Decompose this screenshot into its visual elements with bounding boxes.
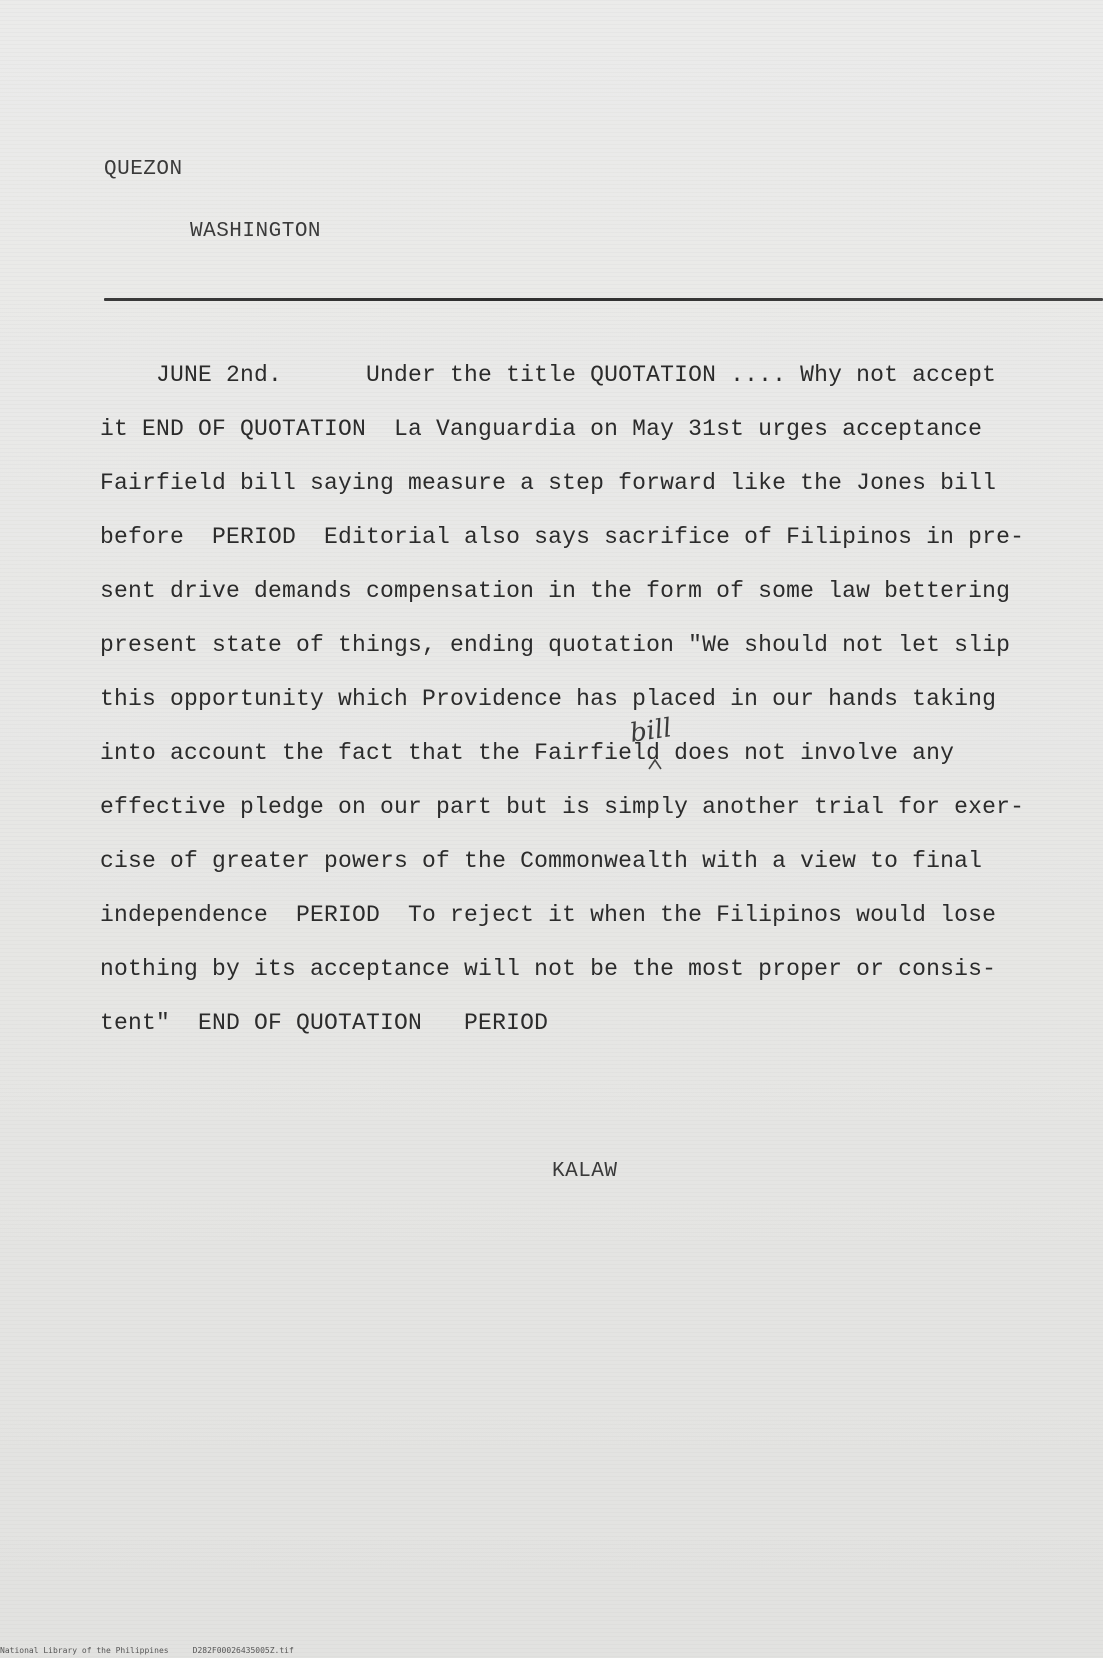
addressee: QUEZON [104,158,183,181]
body-line: before PERIOD Editorial also says sacrifice of Filipinos in pre- [100,524,1025,550]
body-line: it END OF QUOTATION La Vanguardia on May 31st urges acceptance [100,416,983,442]
body-line: cise of greater powers of the Commonwealth with a view to final [100,848,983,874]
body-line: this opportunity which Providence has placed in our hands taking [100,686,997,712]
body-line: present state of things, ending quotation "We should not let slip [100,632,1011,658]
caret-mark-icon [648,758,662,770]
signature: KALAW [552,1160,618,1183]
body-line: nothing by its acceptance will not be the most proper or consis- [100,956,997,982]
body-line: JUNE 2nd. Under the title QUOTATION .... Why not accept [100,362,997,388]
body-line: sent drive demands compensation in the form of some law bettering [100,578,1011,604]
addressee-city: WASHINGTON [190,220,322,243]
body-line: independence PERIOD To reject it when the Filipinos would lose [100,902,997,928]
body-line: Fairfield bill saying measure a step forward like the Jones bill [100,470,997,496]
body-line: into account the fact that the Fairfield does not involve any [100,740,955,766]
divider-rule [104,298,1103,301]
handwritten-insertion: bill [628,713,674,749]
body-line: effective pledge on our part but is simply another trial for exer- [100,794,1025,820]
body-line: tent" END OF QUOTATION PERIOD [100,1010,549,1036]
archive-footer: National Library of the Philippines D282F00026435005Z.tif [0,1646,294,1655]
